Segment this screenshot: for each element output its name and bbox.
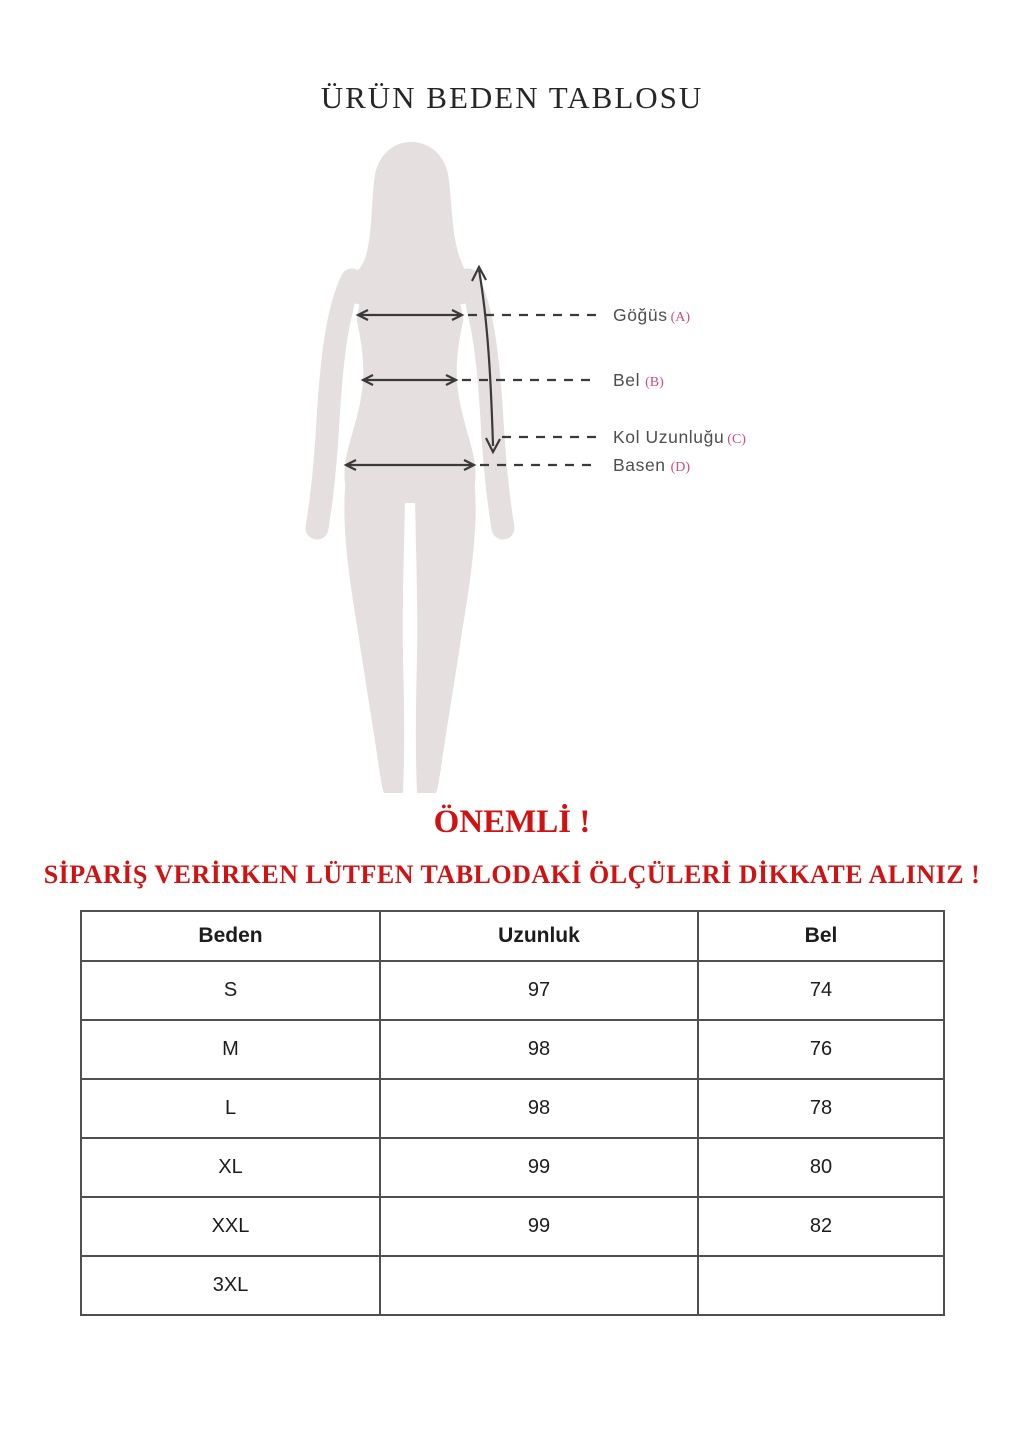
size-cell: 3XL <box>81 1256 380 1315</box>
left-leg <box>344 478 405 793</box>
size-cell: M <box>81 1020 380 1079</box>
size-cell: L <box>81 1079 380 1138</box>
table-row <box>81 1079 944 1138</box>
measurement-label-chest <box>613 305 690 325</box>
size-cell: S <box>81 961 380 1020</box>
size-table-header <box>81 911 944 961</box>
size-cell: 78 <box>698 1079 944 1138</box>
size-cell: 98 <box>380 1020 698 1079</box>
measurement-name: Göğüs <box>613 305 668 325</box>
table-row <box>81 1256 944 1315</box>
right-leg <box>415 478 476 793</box>
measurement-letter: (D) <box>670 460 691 475</box>
table-row <box>81 961 944 1020</box>
measurement-name: Bel <box>613 370 641 390</box>
table-row <box>81 1197 944 1256</box>
size-cell: 76 <box>698 1020 944 1079</box>
size-cell: 82 <box>698 1197 944 1256</box>
size-cell: 80 <box>698 1138 944 1197</box>
column-header-bel: Bel <box>698 911 944 961</box>
measurement-letter: (B) <box>645 375 664 390</box>
measurement-label-waist <box>613 370 664 390</box>
table-row <box>81 1138 944 1197</box>
measurement-label-arm-length <box>613 427 746 447</box>
size-cell <box>698 1256 944 1315</box>
size-cell <box>380 1256 698 1315</box>
column-header-uzunluk: Uzunluk <box>380 911 698 961</box>
size-cell: XL <box>81 1138 380 1197</box>
column-header-beden: Beden <box>81 911 380 961</box>
size-cell: 98 <box>380 1079 698 1138</box>
size-table-body <box>81 961 944 1315</box>
body-silhouette <box>317 142 503 793</box>
measurement-name: Kol Uzunluğu <box>613 427 725 447</box>
important-heading: ÖNEMLİ ! <box>433 804 591 840</box>
measurement-name: Basen <box>613 455 666 475</box>
page-title: ÜRÜN BEDEN TABLOSU <box>320 80 704 115</box>
size-cell: XXL <box>81 1197 380 1256</box>
size-cell: 97 <box>380 961 698 1020</box>
header-row <box>81 911 944 961</box>
size-cell: 99 <box>380 1197 698 1256</box>
table-row <box>81 1020 944 1079</box>
order-warning-text: SİPARİŞ VERİRKEN LÜTFEN TABLODAKİ ÖLÇÜLERİ DİKKATE ALINIZ ! <box>43 860 981 889</box>
body-measurement-diagram <box>0 130 1024 805</box>
measurement-letter: (A) <box>670 310 690 325</box>
measurement-letter: (C) <box>727 432 746 447</box>
size-cell: 99 <box>380 1138 698 1197</box>
measurement-label-hip <box>613 455 690 475</box>
size-cell: 74 <box>698 961 944 1020</box>
size-table <box>80 910 945 1316</box>
head <box>381 145 441 231</box>
